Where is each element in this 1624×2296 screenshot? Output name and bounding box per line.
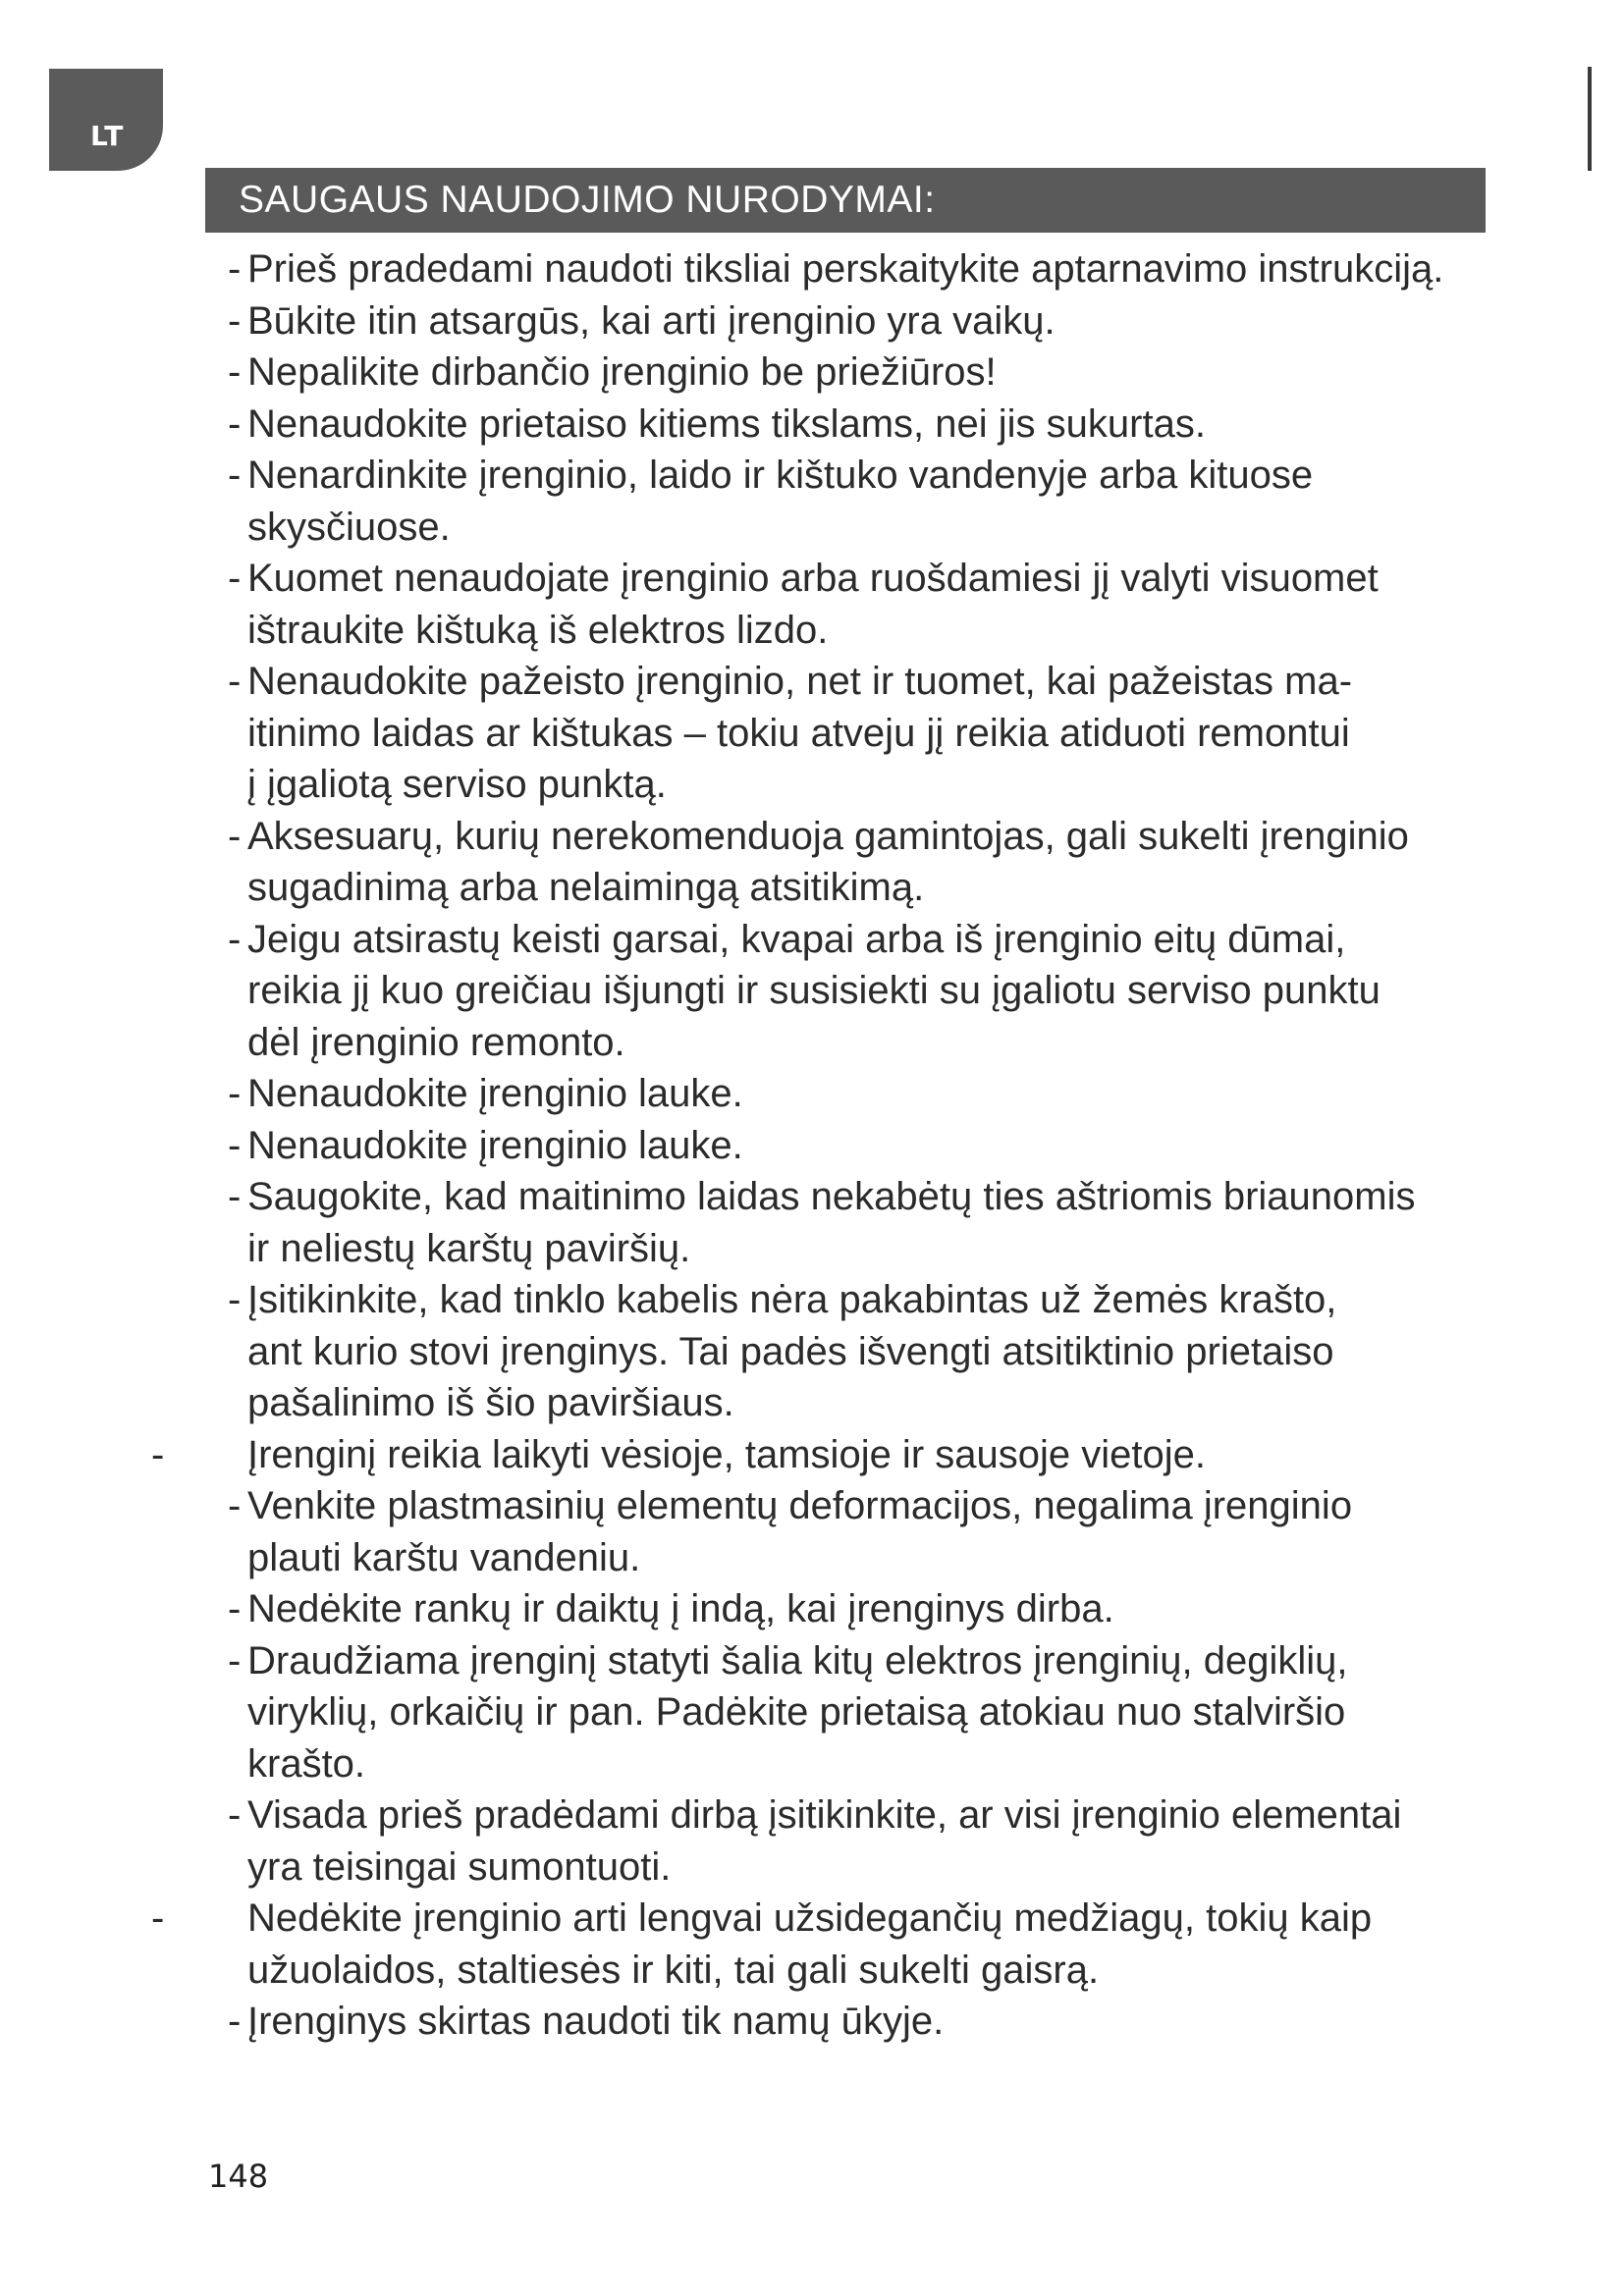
language-code: LT <box>90 120 125 152</box>
rule-bullet-dash: - <box>228 1793 242 1837</box>
safety-rule-item <box>196 1171 1502 1274</box>
safety-rule-item <box>196 914 1502 1069</box>
safety-rule-item <box>145 1429 1502 1481</box>
rule-text: Nedėkite rankų ir daiktų į indą, kai įrenginys dirba. <box>247 1587 1114 1630</box>
safety-rules-list <box>151 243 1502 2048</box>
rule-bullet-dash: - <box>228 1484 242 1527</box>
safety-rule-item <box>196 811 1502 914</box>
rule-bullet-dash: - <box>228 1175 242 1218</box>
rule-text: Venkite plastmasinių elementų deformacijos, negalima įrenginio plauti karštu vandeniu. <box>247 1484 1353 1579</box>
rule-bullet-dash: - <box>228 1638 242 1682</box>
rule-text: Nenardinkite įrenginio, laido ir kištuko vandenyje arba kituose skysčiuose. <box>247 454 1314 549</box>
page-edge-marker <box>1588 67 1592 171</box>
rule-bullet-dash: - <box>228 298 242 343</box>
rule-bullet-dash: - <box>228 454 242 497</box>
rule-text: Draudžiama įrenginį statyti šalia kitų elektros įrenginių, degiklių, viryklių, orkaičių ir pan. Padėkite prietaisą atokiau nuo stalviršio krašto. <box>247 1638 1348 1786</box>
rule-bullet-dash: - <box>151 1432 165 1476</box>
rule-bullet-dash: - <box>228 401 242 446</box>
language-tab <box>49 69 163 171</box>
safety-rule-item <box>196 1274 1502 1429</box>
safety-rule-item <box>196 553 1502 656</box>
rule-bullet-dash: - <box>228 1072 242 1115</box>
safety-rule-item <box>196 1583 1502 1635</box>
rule-text: Įrenginį reikia laikyti vėsioje, tamsioje ir sausoje vietoje. <box>247 1432 1206 1476</box>
rule-text: Būkite itin atsargūs, kai arti įrenginio yra vaikų. <box>247 298 1056 343</box>
rule-bullet-dash: - <box>228 814 242 858</box>
rule-bullet-dash: - <box>228 2000 242 2043</box>
safety-rule-item <box>196 1480 1502 1583</box>
rule-text: Nenaudokite įrenginio lauke. <box>247 1072 743 1115</box>
rule-text: Aksesuarų, kurių nerekomenduoja gamintojas, gali sukelti įrenginio sugadinimą arba nelaimingą atsitikimą. <box>247 814 1409 909</box>
rule-text: Nenaudokite įrenginio lauke. <box>247 1123 743 1167</box>
section-title: SAUGAUS NAUDOJIMO NURODYMAI: <box>205 168 1486 233</box>
rule-bullet-dash: - <box>228 1278 242 1321</box>
safety-rule-item <box>196 1789 1502 1893</box>
safety-rule-item <box>196 399 1502 451</box>
safety-rule-item <box>196 1996 1502 2048</box>
safety-rule-item <box>196 347 1502 399</box>
safety-rule-item <box>196 450 1502 553</box>
safety-rule-item <box>196 295 1502 347</box>
safety-rule-item <box>196 656 1502 811</box>
safety-rule-item <box>196 243 1502 295</box>
rule-bullet-dash: - <box>228 557 242 600</box>
rule-bullet-dash: - <box>151 1896 165 1940</box>
rule-text: Įrenginys skirtas naudoti tik namų ūkyje. <box>247 2000 945 2043</box>
rule-text: Kuomet nenaudojate įrenginio arba ruošdamiesi jį valyti visuomet ištraukite kištuką iš elektros lizdo. <box>247 557 1379 652</box>
rule-text: Jeigu atsirastų keisti garsai, kvapai arba iš įrenginio eitų dūmai, reikia jį kuo greičiau išjungti ir susisiekti su įgaliotu serviso punktu dėl įrenginio remonto. <box>247 917 1380 1064</box>
rule-bullet-dash: - <box>228 247 242 291</box>
rule-text: Nenaudokite prietaiso kitiems tikslams, nei jis sukurtas. <box>247 401 1206 446</box>
rule-text: Nedėkite įrenginio arti lengvai užsidegančių medžiagų, tokių kaip užuolaidos, staltiesės ir kiti, tai gali sukelti gaisrą. <box>247 1896 1373 1992</box>
safety-rule-item <box>196 1068 1502 1120</box>
rule-text: Nenaudokite pažeisto įrenginio, net ir tuomet, kai pažeistas ma- itinimo laidas ar kištukas – tokiu atveju jį reikia atiduoti remontui į įgaliotą serviso punktą. <box>247 660 1353 806</box>
rule-text: Nepalikite dirbančio įrenginio be priežiūros! <box>247 350 997 394</box>
rule-text: Įsitikinkite, kad tinklo kabelis nėra pakabintas už žemės krašto, ant kurio stovi įrenginys. Tai padės išvengti atsitiktinio prietaiso pašalinimo iš šio paviršiaus. <box>247 1278 1337 1424</box>
rule-text: Prieš pradedami naudoti tiksliai perskaitykite aptarnavimo instrukciją. <box>247 247 1444 291</box>
rule-bullet-dash: - <box>228 917 242 961</box>
rule-bullet-dash: - <box>228 1587 242 1630</box>
rule-text: Saugokite, kad maitinimo laidas nekabėtų ties aštriomis briaunomis ir neliestų karštų paviršių. <box>247 1175 1416 1270</box>
rule-text: Visada prieš pradėdami dirbą įsitikinkite, ar visi įrenginio elementai yra teisingai sumontuoti. <box>247 1793 1402 1889</box>
safety-rule-item <box>196 1635 1502 1790</box>
safety-rule-item <box>145 1893 1502 1996</box>
rule-bullet-dash: - <box>228 350 242 394</box>
rule-bullet-dash: - <box>228 1123 242 1167</box>
rule-bullet-dash: - <box>228 660 242 703</box>
safety-rule-item <box>196 1120 1502 1172</box>
page-number: 148 <box>208 2158 269 2195</box>
